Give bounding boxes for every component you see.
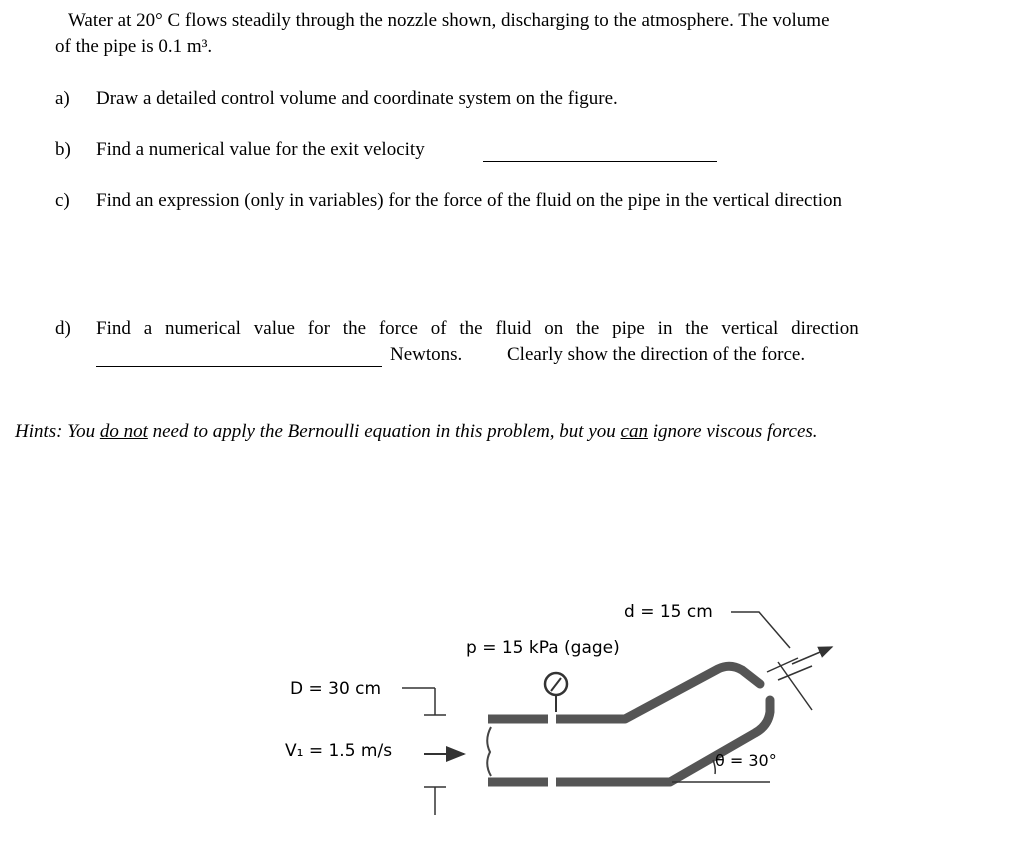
upstream-pipe xyxy=(488,719,670,782)
inlet-velocity-label: V₁ = 1.5 m/s xyxy=(285,741,393,761)
part-a-letter: a) xyxy=(55,88,70,109)
part-b-text: Find a numerical value for the exit velocity xyxy=(96,139,425,160)
pressure-label: p = 15 kPa (gage) xyxy=(466,638,620,658)
exit-diameter-label: d = 15 cm xyxy=(624,602,713,622)
inlet-flange xyxy=(487,727,491,776)
D-dimension-leader xyxy=(402,688,446,815)
hints-suffix: ignore viscous forces. xyxy=(647,421,818,442)
part-c-letter: c) xyxy=(55,190,70,211)
hints-do-not: do not xyxy=(99,421,148,442)
part-d-newtons: Newtons. xyxy=(390,344,463,365)
intro-line-2: of the pipe is 0.1 m³. xyxy=(55,36,213,57)
part-d-direction: Clearly show the direction of the force. xyxy=(507,344,806,365)
hints-can: can xyxy=(620,421,648,442)
intro-line-1: Water at 20° C flows steadily through the nozzle shown, discharging to the atmosphere. The volume xyxy=(68,10,830,31)
hints-middle: need to apply the Bernoulli equation in this problem, but you xyxy=(147,421,621,442)
angle-label: θ = 30° xyxy=(715,751,777,770)
exit-jet-arrow xyxy=(792,647,832,664)
part-b-letter: b) xyxy=(55,139,71,160)
part-d-letter: d) xyxy=(55,318,71,339)
hints-prefix: Hints: You xyxy=(15,421,100,442)
inlet-diameter-label: D = 30 cm xyxy=(290,679,382,699)
part-a-text: Draw a detailed control volume and coordinate system on the figure. xyxy=(96,88,618,109)
part-d-text: Find a numerical value for the force of the fluid on the pipe in the vertical direction xyxy=(96,318,859,339)
part-c-text: Find an expression (only in variables) for the force of the fluid on the pipe in the vertical direction xyxy=(96,190,843,211)
pressure-gauge-icon xyxy=(545,673,567,712)
